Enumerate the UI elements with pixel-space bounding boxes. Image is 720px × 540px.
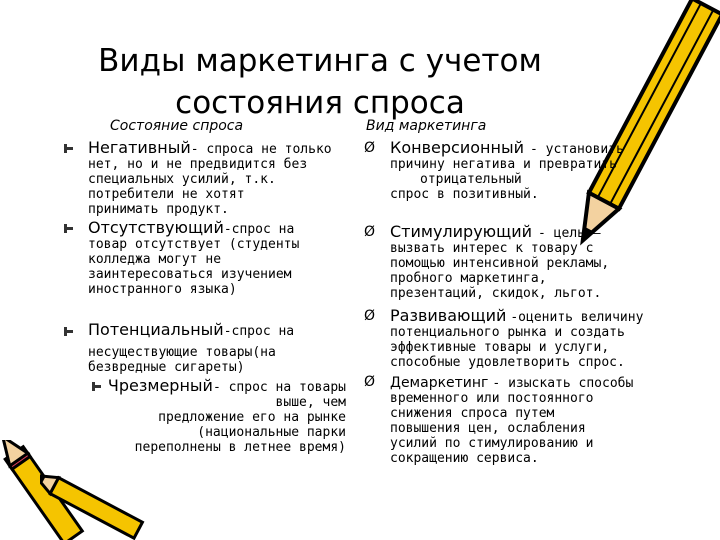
pencil-icon: [40, 470, 150, 540]
arrow-icon: Ø: [364, 224, 376, 240]
title-line-2: состояния спроса: [175, 85, 465, 121]
conversion-marketing-term: Конверсионный: [390, 138, 524, 157]
stimulating-marketing-line-5: презентаций, скидок, льгот.: [390, 286, 602, 301]
excessive-demand-line-3: предложение его на рынке: [158, 410, 346, 425]
absent-demand-item: [88, 218, 358, 297]
conversion-marketing-item: [390, 138, 670, 202]
bullet-icon: [90, 380, 102, 392]
right-column-header: Вид маркетинга: [366, 118, 487, 134]
arrow-icon: Ø: [364, 140, 376, 156]
negative-demand-line-2: нет, но и не предвидится без: [88, 157, 308, 172]
stimulating-marketing-line-3: помощью интенсивной рекламы,: [390, 256, 610, 271]
excessive-demand-line-2: выше, чем: [275, 395, 346, 410]
absent-demand-line-1: -спрос на: [223, 222, 295, 237]
arrow-icon: Ø: [364, 374, 376, 390]
excessive-demand-line-4: (национальные парки: [197, 425, 346, 440]
absent-demand-line-3: колледжа могут не: [88, 252, 222, 267]
potential-demand-line-3: безвредные сигареты): [88, 360, 245, 375]
demarketing-item: [390, 372, 680, 466]
developing-marketing-line-2: потенциального рынка и создать: [390, 325, 625, 340]
potential-demand-line-1: -спрос на: [223, 324, 295, 339]
stimulating-marketing-line-1: - цель –: [538, 226, 601, 241]
absent-demand-line-2: товар отсутствует (студенты: [88, 237, 300, 252]
absent-demand-line-4: заинтересоваться изучением: [88, 267, 292, 282]
developing-marketing-line-1: -оценить величину: [510, 310, 644, 325]
bullet-icon: [62, 142, 74, 154]
absent-demand-line-5: иностранного языка): [88, 282, 237, 297]
demarketing-line-6: сокращению сервиса.: [390, 451, 539, 466]
demarketing-line-1: - изыскать способы: [492, 376, 634, 391]
page-title: [60, 40, 580, 124]
demarketing-term: Демаркетинг: [390, 375, 489, 391]
conversion-marketing-line-1: - установить: [529, 142, 624, 157]
potential-demand-term: Потенциальный: [88, 320, 224, 339]
negative-demand-line-5: принимать продукт.: [88, 202, 229, 217]
stimulating-marketing-term: Стимулирующий: [390, 222, 533, 241]
developing-marketing-term: Развивающий: [390, 306, 507, 325]
negative-demand-line-4: потребители не хотят: [88, 187, 245, 202]
negative-demand-line-3: специальных усилий, т.к.: [88, 172, 276, 187]
developing-marketing-item: [390, 306, 680, 370]
bullet-icon: [62, 222, 74, 234]
excessive-demand-term: Чрезмерный: [107, 376, 213, 395]
left-column-header: Состояние спроса: [110, 118, 244, 134]
developing-marketing-line-3: эффективные товары и услуги,: [390, 340, 610, 355]
title-line-1: Виды маркетинга с учетом: [98, 43, 542, 79]
demarketing-line-4: повышения цен, ослабления: [390, 421, 586, 436]
conversion-marketing-line-3: отрицательный: [420, 172, 522, 187]
stimulating-marketing-line-2: вызвать интерес к товару с: [390, 241, 594, 256]
demarketing-line-5: усилий по стимулированию и: [390, 436, 594, 451]
demarketing-line-3: снижения спроса путем: [390, 406, 555, 421]
excessive-demand-line-1: - спрос на товары: [212, 380, 346, 395]
potential-demand-line-2: несуществующие товары(на: [88, 345, 276, 360]
excessive-demand-item: [106, 376, 346, 455]
bullet-icon: [62, 325, 74, 337]
stimulating-marketing-item: [390, 222, 680, 301]
developing-marketing-line-4: способные удовлетворить спрос.: [390, 355, 625, 370]
negative-demand-line-1: - спроса не только: [190, 142, 332, 157]
conversion-marketing-line-4: спрос в позитивный.: [390, 187, 539, 202]
potential-demand-item: [88, 320, 358, 375]
arrow-icon: Ø: [364, 308, 376, 324]
excessive-demand-line-5: переполнены в летнее время): [134, 440, 346, 455]
stimulating-marketing-line-4: пробного маркетинга,: [390, 271, 547, 286]
demarketing-line-2: временного или постоянного: [390, 391, 594, 406]
absent-demand-term: Отсутствующий: [88, 218, 224, 237]
negative-demand-term: Негативный: [88, 138, 191, 157]
conversion-marketing-line-2: причину негатива и превратить: [390, 157, 617, 172]
negative-demand-item: [88, 138, 358, 217]
